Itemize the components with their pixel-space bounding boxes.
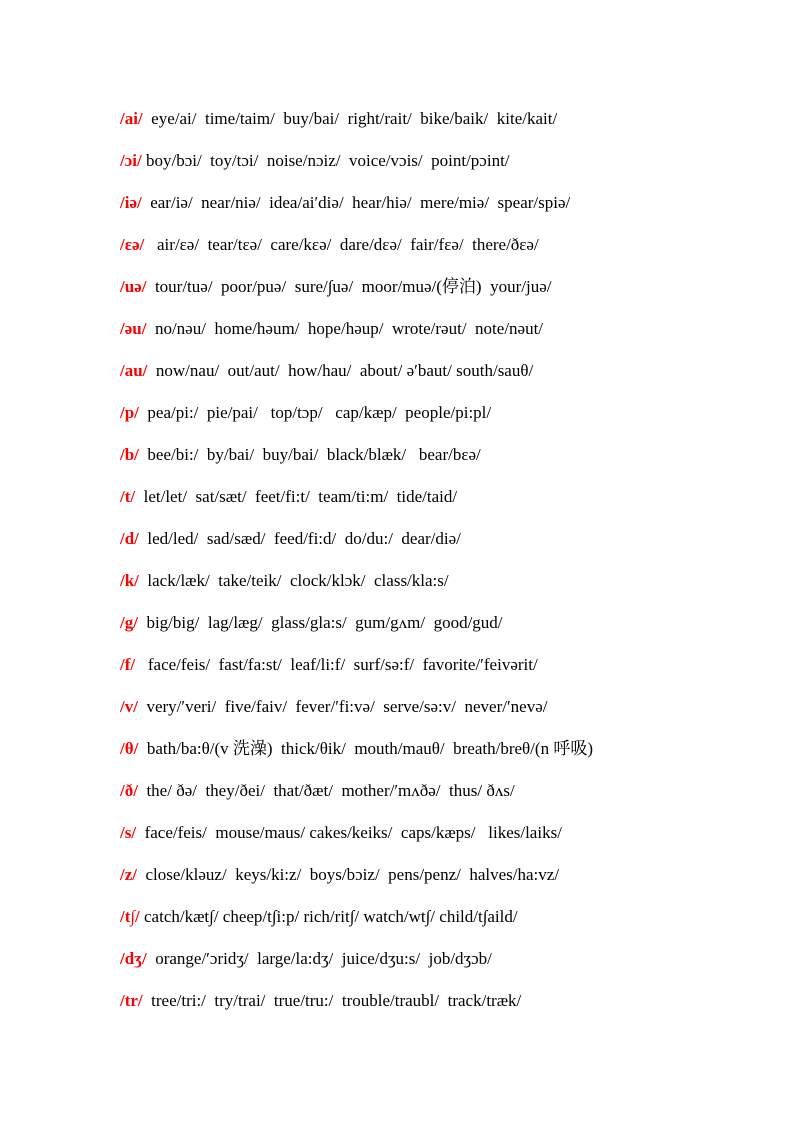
phoneme-symbol: /s/ — [120, 823, 137, 842]
phoneme-symbol: /p/ — [120, 403, 139, 422]
phoneme-row — [120, 188, 780, 230]
phoneme-symbol: /t/ — [120, 487, 136, 506]
phoneme-row — [120, 524, 780, 566]
example-words: let/let/ sat/sæt/ feet/fi:t/ team/ti:m/ tide/taid/ — [135, 487, 458, 506]
example-words: pea/pi:/ pie/pai/ top/tɔp/ cap/kæp/ people/pi:pl/ — [138, 403, 492, 422]
phoneme-symbol: /t∫/ — [120, 907, 140, 926]
example-words: air/εə/ tear/tεə/ care/kεə/ dare/dεə/ fair/fεə/ there/ðεə/ — [144, 235, 539, 254]
example-words: boy/bɔi/ toy/tɔi/ noise/nɔiz/ voice/vɔis/ point/pɔint/ — [141, 151, 510, 170]
example-words: very/′veri/ five/faiv/ fever/′fi:və/ serve/sə:v/ never/′nevə/ — [137, 697, 548, 716]
phoneme-row — [120, 776, 780, 818]
phoneme-row — [120, 734, 780, 776]
phoneme-symbol: /d/ — [120, 529, 139, 548]
phoneme-row — [120, 356, 780, 398]
phoneme-row — [120, 944, 780, 986]
phoneme-row — [120, 818, 780, 860]
phoneme-row — [120, 398, 780, 440]
phoneme-symbol: /tr/ — [120, 991, 143, 1010]
phonetics-word-list — [120, 104, 780, 1028]
phoneme-row — [120, 650, 780, 692]
example-words: bee/bi:/ by/bai/ buy/bai/ black/blæk/ bear/bεə/ — [138, 445, 481, 464]
phoneme-symbol: /εə/ — [120, 235, 145, 254]
example-words: ear/iə/ near/niə/ idea/ai′diə/ hear/hiə/ mere/miə/ spear/spiə/ — [141, 193, 571, 212]
phoneme-row — [120, 314, 780, 356]
example-words: close/kləuz/ keys/ki:z/ boys/bɔiz/ pens/penz/ halves/ha:vz/ — [137, 865, 560, 884]
phoneme-symbol: /əu/ — [120, 319, 147, 338]
phoneme-symbol: /ð/ — [120, 781, 138, 800]
example-words: face/feis/ mouse/maus/ cakes/keiks/ caps/kæps/ likes/laiks/ — [136, 823, 562, 842]
example-words: eye/ai/ time/taim/ buy/bai/ right/rait/ bike/baik/ kite/kait/ — [142, 109, 558, 128]
phoneme-row — [120, 230, 780, 272]
phoneme-row — [120, 566, 780, 608]
phoneme-row — [120, 272, 780, 314]
example-words: face/feis/ fast/fa:st/ leaf/li:f/ surf/sə:f/ favorite/′feivərit/ — [135, 655, 538, 674]
phoneme-row — [120, 104, 780, 146]
phoneme-symbol: /θ/ — [120, 739, 139, 758]
phoneme-row — [120, 608, 780, 650]
phoneme-symbol: /g/ — [120, 613, 138, 632]
phoneme-symbol: /z/ — [120, 865, 137, 884]
phoneme-row — [120, 902, 780, 944]
example-words: led/led/ sad/sæd/ feed/fi:d/ do/du:/ dear/diə/ — [138, 529, 461, 548]
example-words: orange/′ɔridʒ/ large/la:dʒ/ juice/dʒu:s/ job/dʒɔb/ — [146, 949, 492, 968]
example-words: now/nau/ out/aut/ how/hau/ about/ ə′baut/ south/sauθ/ — [147, 361, 534, 380]
example-words: bath/ba:θ/(v 洗澡) thick/θik/ mouth/mauθ/ breath/breθ/(n 呼吸) — [138, 739, 593, 758]
phoneme-symbol: /f/ — [120, 655, 136, 674]
phoneme-symbol: /ɔi/ — [120, 151, 142, 170]
example-words: no/nəu/ home/həum/ hope/həup/ wrote/rəut/ note/nəut/ — [146, 319, 544, 338]
phoneme-symbol: /dʒ/ — [120, 949, 147, 968]
phoneme-symbol: /au/ — [120, 361, 148, 380]
phoneme-row — [120, 440, 780, 482]
example-words: tour/tuə/ poor/puə/ sure/∫uə/ moor/muə/(停泊) your/juə/ — [146, 277, 552, 296]
phoneme-row — [120, 692, 780, 734]
phoneme-row — [120, 860, 780, 902]
phoneme-symbol: /uə/ — [120, 277, 147, 296]
phoneme-row — [120, 146, 780, 188]
phoneme-symbol: /k/ — [120, 571, 139, 590]
example-words: big/big/ lag/læg/ glass/gla:s/ gum/gʌm/ good/gud/ — [137, 613, 503, 632]
phoneme-row — [120, 986, 780, 1028]
example-words: catch/kæt∫/ cheep/t∫i:p/ rich/rit∫/ watch/wt∫/ child/t∫aild/ — [139, 907, 518, 926]
phoneme-symbol: /ai/ — [120, 109, 143, 128]
example-words: the/ ðə/ they/ðei/ that/ðæt/ mother/′mʌðə/ thus/ ðʌs/ — [137, 781, 515, 800]
example-words: lack/læk/ take/teik/ clock/klɔk/ class/kla:s/ — [138, 571, 449, 590]
phoneme-symbol: /v/ — [120, 697, 138, 716]
phoneme-symbol: /iə/ — [120, 193, 142, 212]
example-words: tree/tri:/ try/trai/ true/tru:/ trouble/traubl/ track/træk/ — [142, 991, 522, 1010]
phoneme-symbol: /b/ — [120, 445, 139, 464]
phoneme-row — [120, 482, 780, 524]
